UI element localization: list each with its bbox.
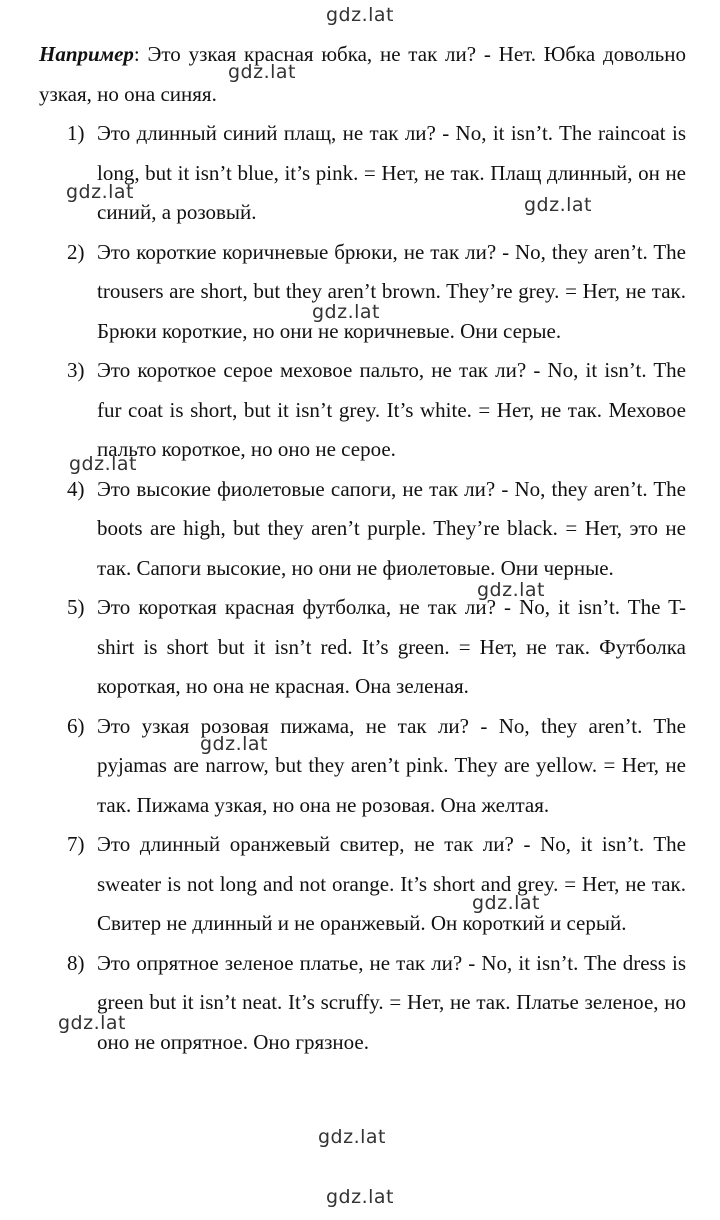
watermark-bottom: gdz.lat: [325, 1186, 394, 1208]
watermark: gdz.lat: [200, 733, 269, 755]
watermark: gdz.lat: [472, 892, 541, 914]
example-lead: Например: [39, 42, 134, 66]
list-item: [39, 825, 686, 944]
list-item: [39, 588, 686, 707]
list-item: [39, 351, 686, 470]
watermark: gdz.lat: [318, 1126, 387, 1148]
item-number: 5): [67, 595, 85, 619]
item-text: Это короткое серое меховое пальто, не так ли? - No, it isn’t. The fur coat is short, but it isn’t grey. It’s white. = Нет, не так. Меховое пальто короткое, но оно не серое.: [97, 358, 686, 461]
item-number: 6): [67, 713, 85, 738]
watermark: gdz.lat: [228, 61, 297, 83]
watermark: gdz.lat: [69, 453, 138, 475]
item-number: 7): [67, 832, 85, 856]
watermark: gdz.lat: [66, 181, 135, 203]
item-text: Это опрятное зеленое платье, не так ли? - No, it isn’t. The dress is green but it isn’t neat. It’s scruffy. = Нет, не так. Платье зеленое, но оно не опрятное. Оно грязное.: [97, 950, 686, 1054]
watermark: gdz.lat: [312, 301, 381, 323]
list-item: [39, 707, 686, 826]
item-number: 2): [67, 239, 85, 264]
item-text: Это короткая красная футболка, не так ли? - No, it isn’t. The T-shirt is short but it isn’t red. It’s green. = Нет, не так. Футболка короткая, но она не красная. Она зеленая.: [97, 595, 686, 698]
item-text: Это узкая розовая пижама, не так ли? - No, they aren’t. The pyjamas are narrow, but they aren’t pink. They are yellow. = Нет, не так. Пижама узкая, но она не розовая. Она желтая.: [97, 713, 686, 817]
list-item: [39, 470, 686, 589]
watermark: gdz.lat: [524, 194, 593, 216]
item-number: 8): [67, 950, 85, 975]
watermark: gdz.lat: [477, 579, 546, 601]
example-text: : Это узкая красная юбка, не так ли? - Нет. Юбка довольно узкая, но она синяя.: [39, 42, 686, 106]
item-number: 1): [67, 121, 85, 145]
example-paragraph: [39, 35, 686, 114]
item-text: Это длинный синий плащ, не так ли? - No, it isn’t. The raincoat is long, but it isn’t blue, it’s pink. = Нет, не так. Плащ длинный, он не синий, а розовый.: [97, 121, 686, 224]
item-number: 3): [67, 358, 85, 382]
document-body: [39, 35, 686, 1062]
watermark-top: gdz.lat: [325, 4, 394, 26]
list-item: [39, 944, 686, 1063]
list-item: [39, 233, 686, 352]
item-number: 4): [67, 476, 85, 501]
exercise-list: [39, 114, 686, 1062]
watermark: gdz.lat: [58, 1012, 127, 1034]
item-text: Это длинный оранжевый свитер, не так ли? - No, it isn’t. The sweater is not long and not orange. It’s short and grey. = Нет, не так. Свитер не длинный и не оранжевый. Он короткий и серый.: [97, 832, 686, 935]
list-item: [39, 114, 686, 233]
item-text: Это высокие фиолетовые сапоги, не так ли? - No, they aren’t. The boots are high, but they aren’t purple. They’re black. = Нет, это не так. Сапоги высокие, но они не фиолетовые. Они черные.: [97, 476, 686, 580]
item-text: Это короткие коричневые брюки, не так ли? - No, they aren’t. The trousers are short, but they aren’t brown. They’re grey. = Нет, не так. Брюки короткие, но они не коричневые. Они серые.: [97, 239, 686, 343]
